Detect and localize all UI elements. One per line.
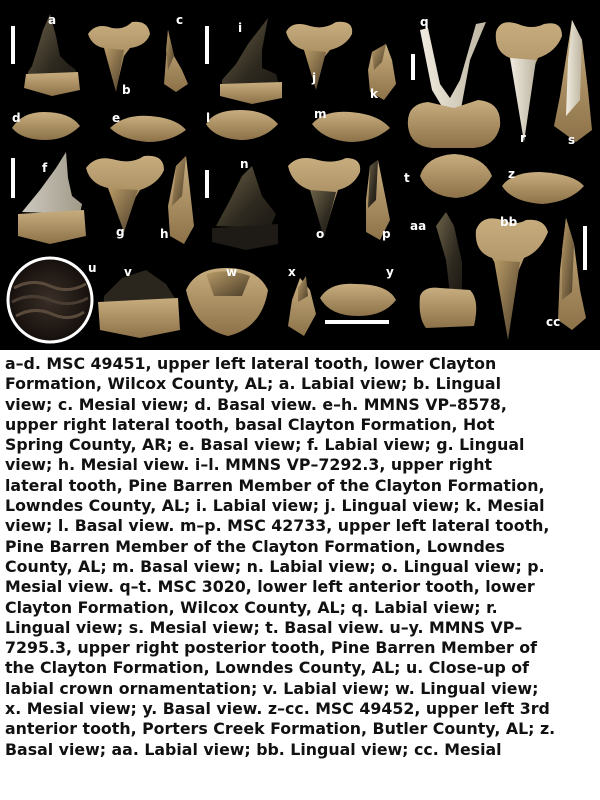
caption-line: labial crown ornamentation; v. Labial view; w. Lingual view; xyxy=(5,678,539,698)
panel-label-aa: aa xyxy=(410,219,427,233)
caption-line: Formation, Wilcox County, AL; a. Labial view; b. Lingual xyxy=(5,374,501,394)
scale-bar-u-y xyxy=(325,320,389,324)
tooth-d xyxy=(12,112,80,140)
caption-line: Clayton Formation, Wilcox County, AL; q. Labial view; r. xyxy=(5,597,498,617)
panel-label-l: l xyxy=(206,111,211,125)
panel-label-i: i xyxy=(238,21,243,35)
panel-label-v: v xyxy=(124,265,132,279)
scale-bar-m-p xyxy=(205,170,209,198)
panel-label-w: w xyxy=(226,265,238,279)
panel-label-q: q xyxy=(420,15,429,29)
tooth-o xyxy=(288,158,360,241)
panel-label-x: x xyxy=(288,265,296,279)
caption-line: Basal view; aa. Labial view; bb. Lingual view; cc. Mesial xyxy=(5,739,502,759)
tooth-e xyxy=(110,116,186,142)
tooth-g xyxy=(86,156,164,232)
caption-line: County, AL; m. Basal view; n. Labial view; o. Lingual view; p. xyxy=(5,556,545,576)
tooth-aa xyxy=(420,212,477,328)
panel-label-bb: bb xyxy=(500,215,518,229)
panel-label-f: f xyxy=(42,161,48,175)
tooth-i xyxy=(220,18,282,104)
caption-line: Pine Barren Member of the Clayton Formation, Lowndes xyxy=(5,536,505,556)
tooth-v xyxy=(98,270,180,338)
tooth-q xyxy=(408,22,500,148)
figure-caption xyxy=(0,352,600,800)
caption-line: upper right lateral tooth, basal Clayton Formation, Hot xyxy=(5,414,495,434)
caption-line: view; l. Basal view. m–p. MSC 42733, upper left lateral tooth, xyxy=(5,516,550,536)
scale-bar-q-t xyxy=(411,54,415,80)
panel-label-j: j xyxy=(312,71,317,85)
panel-label-z: z xyxy=(508,167,515,181)
tooth-x xyxy=(288,276,316,336)
caption-line: x. Mesial view; y. Basal view. z–cc. MSC 49452, upper left 3rd xyxy=(5,699,550,719)
scale-bar-a-d xyxy=(11,26,15,64)
tooth-r xyxy=(496,22,562,145)
panel-label-m: m xyxy=(314,107,327,121)
panel-label-t: t xyxy=(404,171,410,185)
tooth-bb xyxy=(476,215,548,340)
panel-label-s: s xyxy=(568,133,576,147)
panel-label-y: y xyxy=(386,265,394,279)
scale-bar-e-h xyxy=(11,158,15,198)
tooth-u xyxy=(8,258,92,342)
tooth-h xyxy=(168,156,194,244)
caption-line: anterior tooth, Porters Creek Formation, Butler County, AL; z. xyxy=(5,719,556,739)
caption-line: Mesial view. q–t. MSC 3020, lower left anterior tooth, lower xyxy=(5,577,535,597)
caption-line: lateral tooth, Pine Barren Member of the Clayton Formation, xyxy=(5,475,545,495)
caption-line: view; c. Mesial view; d. Basal view. e–h. MMNS VP–8578, xyxy=(5,394,507,414)
tooth-b xyxy=(88,22,150,92)
panel-label-o: o xyxy=(316,227,325,241)
tooth-n xyxy=(212,166,278,250)
specimen-figure xyxy=(0,0,600,350)
panel-label-p: p xyxy=(382,227,391,241)
panel-label-g: g xyxy=(116,225,125,239)
caption-line: 7295.3, upper right posterior tooth, Pine Barren Member of xyxy=(5,638,537,658)
scale-bar-z-cc xyxy=(583,226,587,270)
panel-label-n: n xyxy=(240,157,249,171)
panel-label-u: u xyxy=(88,261,97,275)
tooth-f xyxy=(18,152,86,244)
panel-label-h: h xyxy=(160,227,169,241)
tooth-y xyxy=(320,284,396,316)
tooth-l xyxy=(206,110,278,140)
caption-line: a–d. MSC 49451, upper left lateral tooth, lower Clayton xyxy=(5,354,497,373)
caption-line: view; h. Mesial view. i–l. MMNS VP–7292.3, upper right xyxy=(5,455,493,475)
panel-label-cc: cc xyxy=(546,315,561,329)
tooth-t xyxy=(420,154,492,198)
panel-label-e: e xyxy=(112,111,121,125)
caption-line: Lingual view; s. Mesial view; t. Basal view. u–y. MMNS VP– xyxy=(5,617,523,637)
tooth-cc xyxy=(558,218,586,330)
scale-bar-i-l xyxy=(205,26,209,64)
panel-label-d: d xyxy=(12,111,21,125)
panel-label-c: c xyxy=(176,13,184,27)
panel-label-b: b xyxy=(122,83,131,97)
panel-label-a: a xyxy=(48,13,57,27)
tooth-c xyxy=(164,30,188,92)
caption-line: Lowndes County, AL; i. Labial view; j. Lingual view; k. Mesial xyxy=(5,496,545,516)
caption-line: the Clayton Formation, Lowndes County, AL; u. Close-up of xyxy=(5,658,530,678)
tooth-j xyxy=(286,22,352,90)
panel-label-r: r xyxy=(520,131,526,145)
caption-line: Spring County, AR; e. Basal view; f. Labial view; g. Lingual xyxy=(5,435,525,455)
panel-label-k: k xyxy=(370,87,378,101)
